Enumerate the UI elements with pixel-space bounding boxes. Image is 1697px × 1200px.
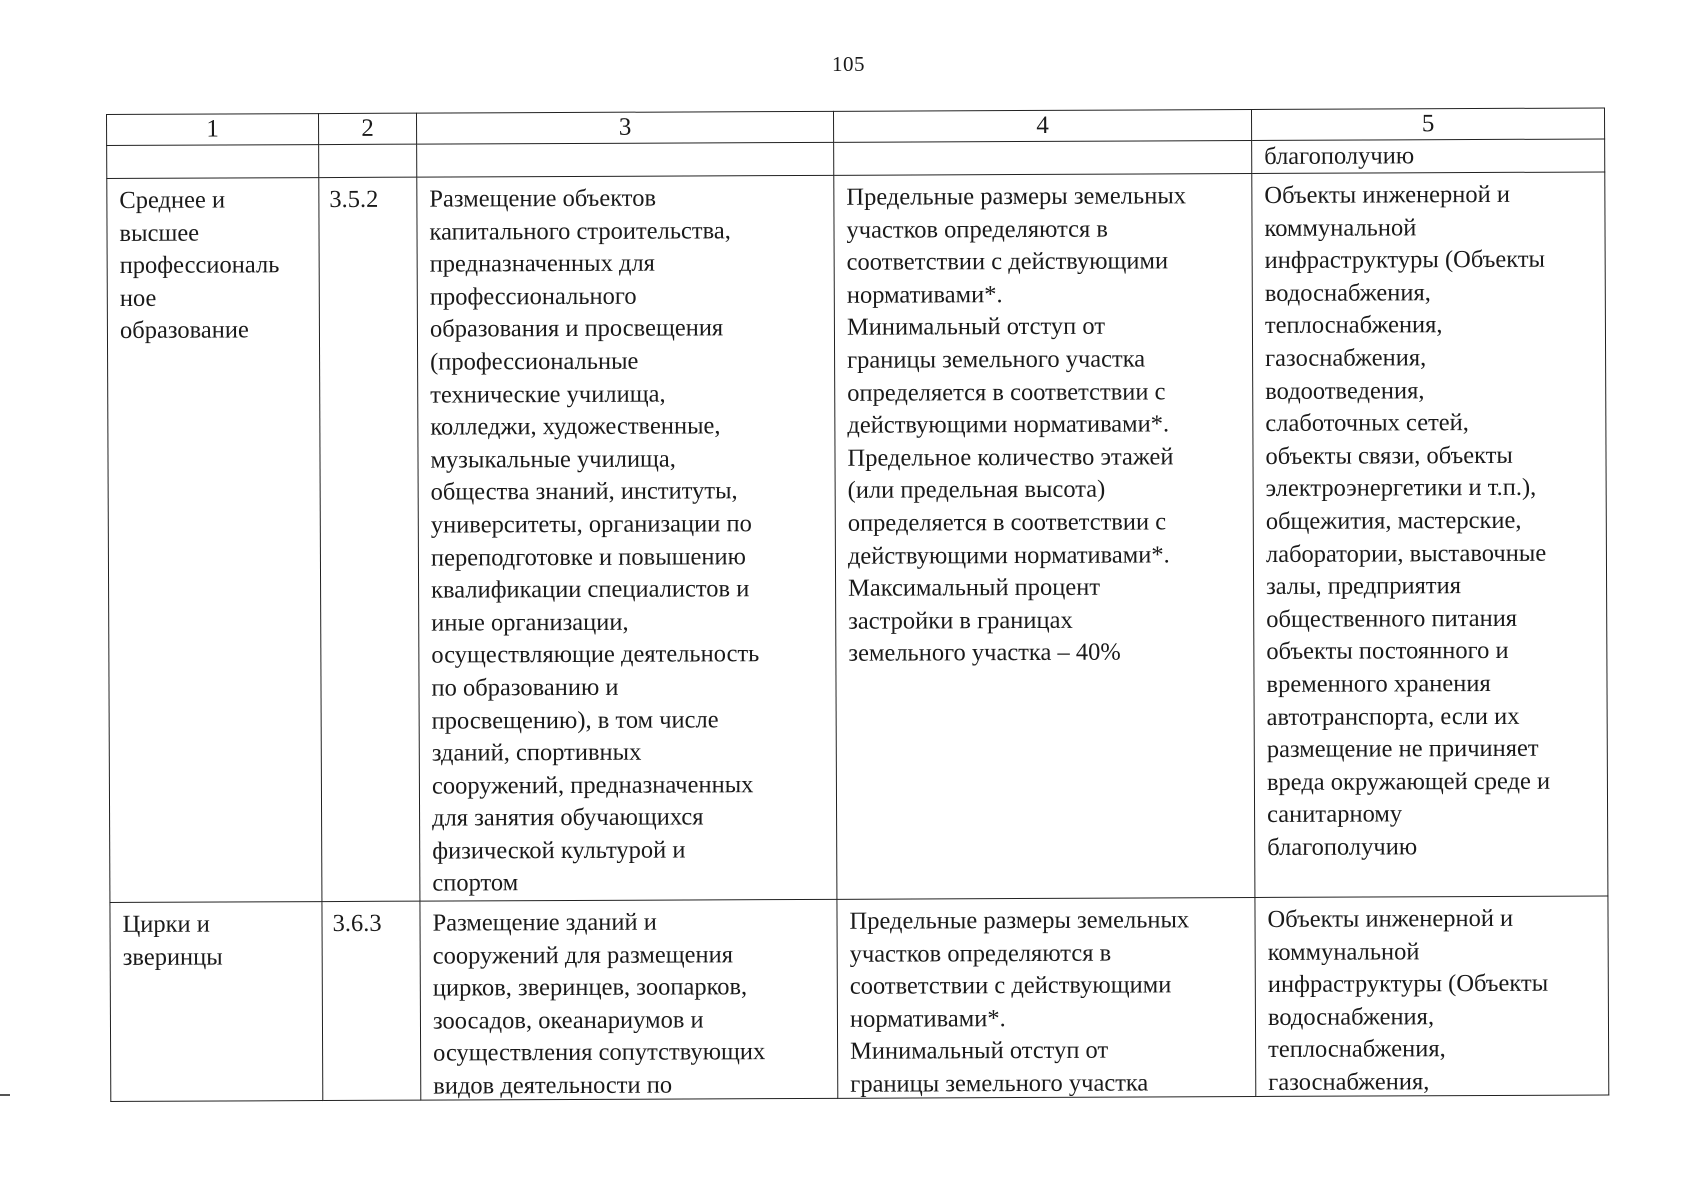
land-use-description-cell [420,899,838,1100]
land-use-name-cell [110,902,323,1102]
auxiliary-uses: Объекты инженерной и коммунальной инфраструктуры (Объекты водоснабжения, теплоснабжения, газоснабжения, водоотведения, слаботочных сетей, объекты связи, объекты электроэнергетики и т.п.), общежития, мастерские, лаборатории, выставочные залы, предприятия общественного питания объекты постоянного и временного хранения автотранспорта, если их размещение не причиняет вреда окружающей среде и санитарному благополучию [1264,180,1551,861]
land-use-description: Размещение объектов капитального строительства, предназначенных для профессионального образования и просвещения (профессиональные технические училища, колледжи, художественные, музыкальные училища, общества знаний, институты, университеты, организации по переподготовке и повышению квалификации специалистов и иные организации, осуществляющие деятельность по образованию и просвещению), в том числе зданий, спортивных сооружений, предназначенных для занятия обучающихся физической культурой и спортом [429,184,760,898]
building-parameters-cell [834,174,1255,900]
continuation-cell-3 [417,142,834,177]
auxiliary-uses-cell [1252,172,1608,898]
land-use-name: Цирки и зверинцы [122,910,223,971]
building-parameters: Предельные размеры земельных участков определяются в соответствии с действующими нормативами*. Минимальный отступ от границы земельного участка [849,906,1190,1098]
column-header-1: 1 [107,114,319,146]
land-use-code-cell [322,901,421,1100]
land-use-name: Среднее и высшее профессиональ ное образование [119,186,280,345]
building-parameters: Предельные размеры земельных участков определяются в соответствии с действующими нормативами*. Минимальный отступ от границы земельного участка определяется в соответствии с действующими нормативами*. Предельное количество этажей (или предельная высота) определяется в соответствии с действующими нормативами*. Максимальный процент застройки в границах земельного участка – 40% [846,182,1187,668]
table-row [107,172,1608,903]
land-use-description: Размещение зданий и сооружений для размещения цирков, зверинцев, зоопарков, зоосадов, океанариумов и осуществления сопутствующих видов деятельности по [432,908,766,1100]
column-header-2: 2 [319,113,417,144]
continuation-cell-2 [319,144,417,177]
continuation-cell-1 [107,145,319,179]
land-use-name-cell [107,178,322,903]
column-header-4: 4 [833,110,1251,143]
column-header-3: 3 [416,111,833,144]
auxiliary-uses: Объекты инженерной и коммунальной инфраструктуры (Объекты водоснабжения, теплоснабжения, газоснабжения, [1267,904,1549,1096]
continuation-cell-4 [834,141,1252,176]
building-parameters-cell [837,898,1256,1099]
table-row [110,896,1609,1102]
page-number: 105 [832,52,865,76]
continuation-cell-5: благополучию [1252,139,1605,174]
land-use-code: 3.5.2 [329,185,379,214]
auxiliary-uses-cell [1255,896,1609,1097]
land-use-code-cell [319,177,420,901]
margin-mark [0,1094,10,1096]
land-use-table [106,107,1609,1102]
land-use-code: 3.6.3 [332,909,382,938]
land-use-description-cell [417,175,837,901]
column-header-5: 5 [1251,108,1604,141]
